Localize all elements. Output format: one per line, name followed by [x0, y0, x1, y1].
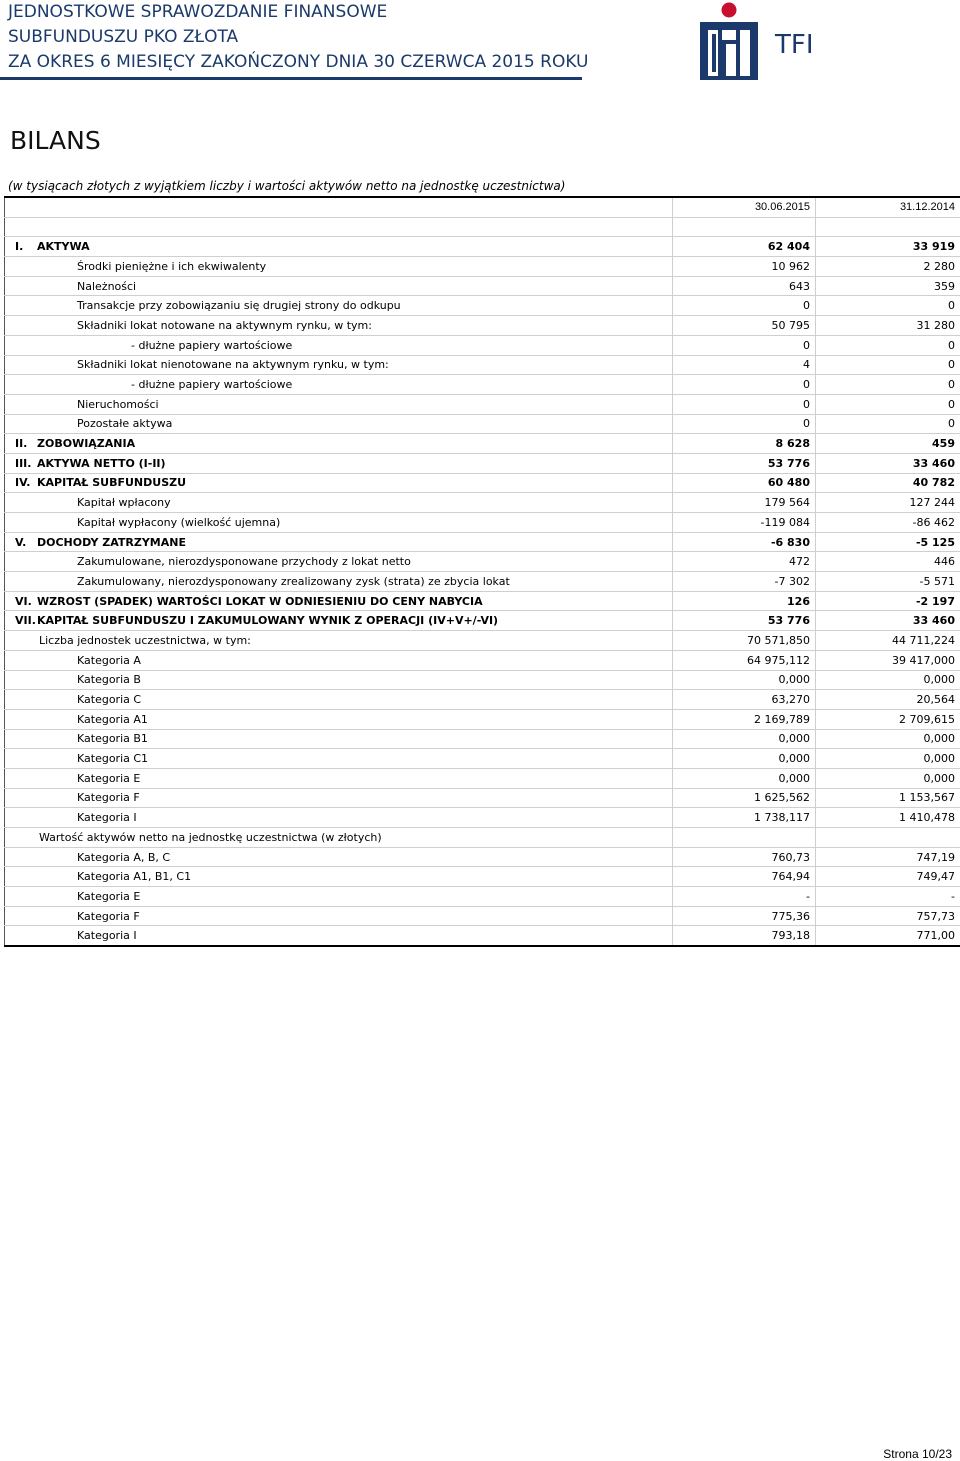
table-row	[5, 591, 960, 611]
row-label-text: Zakumulowane, nierozdysponowane przychody z lokat netto	[77, 555, 411, 568]
row-label-text: Kategoria I	[77, 929, 137, 942]
table-row	[5, 532, 960, 552]
value-2015: 764,94	[673, 867, 816, 887]
row-label-text: Transakcje przy zobowiązaniu się drugiej strony do odkupu	[77, 299, 401, 312]
row-label-text: - dłużne papiery wartościowe	[131, 339, 292, 352]
table-row	[5, 552, 960, 572]
value-2015: 0,000	[673, 729, 816, 749]
value-2014: 0	[816, 375, 960, 395]
value-2015: 62 404	[673, 237, 816, 257]
value-2015: -6 830	[673, 532, 816, 552]
value-2015: 179 564	[673, 493, 816, 513]
value-2014: 749,47	[816, 867, 960, 887]
table-row	[5, 257, 960, 277]
table-row	[5, 906, 960, 926]
value-2015: 0	[673, 375, 816, 395]
value-2014: 127 244	[816, 493, 960, 513]
value-2015: 0,000	[673, 670, 816, 690]
table-row	[5, 650, 960, 670]
logo-text: TFI	[775, 30, 814, 60]
row-label	[5, 552, 673, 572]
value-2014: 0	[816, 335, 960, 355]
row-label	[5, 631, 673, 651]
value-2015: 472	[673, 552, 816, 572]
row-label	[5, 808, 673, 828]
row-label	[5, 276, 673, 296]
row-label-text: Kategoria A1	[77, 713, 148, 726]
value-2014: 0	[816, 355, 960, 375]
row-label	[5, 257, 673, 277]
row-label-text: Kategoria B	[77, 673, 141, 686]
row-label	[5, 887, 673, 907]
column-header-2014: 31.12.2014	[816, 197, 960, 217]
value-2015: 53 776	[673, 611, 816, 631]
row-label	[5, 237, 673, 257]
row-label-text: Kategoria E	[77, 890, 140, 903]
table-row	[5, 473, 960, 493]
table-row	[5, 355, 960, 375]
value-2015: 8 628	[673, 434, 816, 454]
value-2015: -7 302	[673, 572, 816, 592]
page-title: BILANS	[10, 126, 101, 155]
value-2014: -2 197	[816, 591, 960, 611]
spacer-cell	[816, 217, 960, 237]
value-2015: 10 962	[673, 257, 816, 277]
table-row	[5, 749, 960, 769]
row-number: III.	[15, 457, 37, 470]
header-line-2: SUBFUNDUSZU PKO ZŁOTA	[8, 25, 588, 50]
value-2015: 70 571,850	[673, 631, 816, 651]
table-row	[5, 867, 960, 887]
row-label	[5, 394, 673, 414]
row-label	[5, 611, 673, 631]
table-row	[5, 670, 960, 690]
table-row	[5, 316, 960, 336]
row-label-text: Nieruchomości	[77, 398, 159, 411]
value-2015	[673, 828, 816, 848]
row-label	[5, 867, 673, 887]
table-row	[5, 729, 960, 749]
value-2014: 33 460	[816, 453, 960, 473]
value-2015: 63,270	[673, 690, 816, 710]
value-2014: 757,73	[816, 906, 960, 926]
table-row	[5, 611, 960, 631]
header-divider	[0, 77, 582, 80]
value-2014: 0	[816, 394, 960, 414]
value-2014: -5 125	[816, 532, 960, 552]
row-label-text: Środki pieniężne i ich ekwiwalenty	[77, 260, 266, 273]
table-header-row	[5, 197, 960, 217]
row-label-text: Kapitał wpłacony	[77, 496, 171, 509]
value-2015: 2 169,789	[673, 709, 816, 729]
row-label-text: ZOBOWIĄZANIA	[37, 437, 135, 450]
spacer-row	[5, 217, 960, 237]
value-2014: 747,19	[816, 847, 960, 867]
table-row	[5, 453, 960, 473]
row-label-text: Należności	[77, 280, 136, 293]
row-label-text: - dłużne papiery wartościowe	[131, 378, 292, 391]
value-2015: 53 776	[673, 453, 816, 473]
value-2015: 0	[673, 414, 816, 434]
value-2014: -86 462	[816, 513, 960, 533]
row-label	[5, 749, 673, 769]
report-header	[8, 0, 588, 75]
value-2015: 50 795	[673, 316, 816, 336]
value-2015: 60 480	[673, 473, 816, 493]
row-label-text: AKTYWA	[37, 240, 90, 253]
value-2014: 0,000	[816, 729, 960, 749]
value-2015: 793,18	[673, 926, 816, 946]
row-label-text: KAPITAŁ SUBFUNDUSZU I ZAKUMULOWANY WYNIK Z OPERACJI (IV+V+/-VI)	[37, 614, 498, 627]
table-row	[5, 394, 960, 414]
value-2015: 775,36	[673, 906, 816, 926]
row-label	[5, 473, 673, 493]
row-label-text: Kategoria F	[77, 791, 140, 804]
value-2014: 44 711,224	[816, 631, 960, 651]
row-label-text: Kategoria B1	[77, 732, 148, 745]
table-row	[5, 493, 960, 513]
value-2014: 1 410,478	[816, 808, 960, 828]
table-row	[5, 276, 960, 296]
row-label	[5, 414, 673, 434]
row-label-text: Kategoria A, B, C	[77, 851, 170, 864]
value-2015: 4	[673, 355, 816, 375]
row-label-text: Wartość aktywów netto na jednostkę uczestnictwa (w złotych)	[39, 831, 382, 844]
value-2015: 0,000	[673, 749, 816, 769]
row-label	[5, 768, 673, 788]
value-2014: 0	[816, 414, 960, 434]
value-2015: 64 975,112	[673, 650, 816, 670]
value-2014: 40 782	[816, 473, 960, 493]
row-label-text: Liczba jednostek uczestnictwa, w tym:	[39, 634, 251, 647]
value-2014: 39 417,000	[816, 650, 960, 670]
row-label	[5, 709, 673, 729]
row-label	[5, 828, 673, 848]
value-2014: 33 919	[816, 237, 960, 257]
row-label-text: Zakumulowany, nierozdysponowany zrealizowany zysk (strata) ze zbycia lokat	[77, 575, 510, 588]
value-2014: 33 460	[816, 611, 960, 631]
spacer-cell	[5, 217, 673, 237]
value-2014: 2 280	[816, 257, 960, 277]
row-label	[5, 316, 673, 336]
table-row	[5, 709, 960, 729]
table-row	[5, 808, 960, 828]
row-label	[5, 788, 673, 808]
value-2015: -119 084	[673, 513, 816, 533]
value-2014: 2 709,615	[816, 709, 960, 729]
value-2015: 0	[673, 394, 816, 414]
row-number: VII.	[15, 614, 37, 627]
value-2015: 643	[673, 276, 816, 296]
page-subtitle: (w tysiącach złotych z wyjątkiem liczby i wartości aktywów netto na jednostkę uczestnictwa)	[8, 179, 565, 193]
row-label-text: Kategoria A	[77, 654, 141, 667]
table-row	[5, 631, 960, 651]
page-number: Strona 10/23	[883, 1447, 952, 1461]
table-row	[5, 414, 960, 434]
table-row	[5, 690, 960, 710]
row-label-text: Kategoria F	[77, 910, 140, 923]
header-line-3: ZA OKRES 6 MIESIĘCY ZAKOŃCZONY DNIA 30 CZERWCA 2015 ROKU	[8, 50, 588, 75]
value-2015: 0,000	[673, 768, 816, 788]
row-label	[5, 453, 673, 473]
value-2015: 760,73	[673, 847, 816, 867]
row-label-text: Kategoria E	[77, 772, 140, 785]
value-2014: 0,000	[816, 768, 960, 788]
row-label-text: Pozostałe aktywa	[77, 417, 172, 430]
table-row	[5, 375, 960, 395]
table-row	[5, 828, 960, 848]
row-label	[5, 670, 673, 690]
table-row	[5, 768, 960, 788]
row-label	[5, 493, 673, 513]
row-label	[5, 690, 673, 710]
value-2014: 1 153,567	[816, 788, 960, 808]
column-header-2015: 30.06.2015	[673, 197, 816, 217]
row-label	[5, 650, 673, 670]
row-number: IV.	[15, 476, 37, 489]
value-2014: 0,000	[816, 749, 960, 769]
row-label-text: Składniki lokat nienotowane na aktywnym rynku, w tym:	[77, 358, 389, 371]
value-2014: 31 280	[816, 316, 960, 336]
row-label	[5, 926, 673, 946]
row-label-text: Kategoria I	[77, 811, 137, 824]
row-label	[5, 513, 673, 533]
value-2014: 771,00	[816, 926, 960, 946]
table-row	[5, 926, 960, 946]
value-2015: 126	[673, 591, 816, 611]
value-2015: 1 625,562	[673, 788, 816, 808]
row-label-text: KAPITAŁ SUBFUNDUSZU	[37, 476, 186, 489]
value-2014: 20,564	[816, 690, 960, 710]
row-label	[5, 335, 673, 355]
table-row	[5, 296, 960, 316]
balance-sheet-table	[4, 196, 960, 947]
table-row	[5, 434, 960, 454]
row-label	[5, 296, 673, 316]
row-label-text: DOCHODY ZATRZYMANE	[37, 536, 186, 549]
spacer-cell	[673, 217, 816, 237]
table-row	[5, 335, 960, 355]
table-row	[5, 572, 960, 592]
value-2014: 0,000	[816, 670, 960, 690]
table-row	[5, 887, 960, 907]
value-2015: 1 738,117	[673, 808, 816, 828]
value-2015: 0	[673, 335, 816, 355]
value-2015: 0	[673, 296, 816, 316]
table-row	[5, 788, 960, 808]
header-line-1: JEDNOSTKOWE SPRAWOZDANIE FINANSOWE	[8, 0, 588, 25]
row-label-text: Kapitał wypłacony (wielkość ujemna)	[77, 516, 280, 529]
row-label	[5, 532, 673, 552]
row-label	[5, 572, 673, 592]
row-number: VI.	[15, 595, 37, 608]
row-label	[5, 434, 673, 454]
row-label-text: Kategoria C1	[77, 752, 148, 765]
value-2014: 0	[816, 296, 960, 316]
value-2014: -	[816, 887, 960, 907]
row-label	[5, 847, 673, 867]
row-label	[5, 729, 673, 749]
table-row	[5, 513, 960, 533]
row-number: II.	[15, 437, 37, 450]
pko-logo-icon	[698, 0, 760, 80]
row-label-text: Kategoria C	[77, 693, 141, 706]
value-2014: 446	[816, 552, 960, 572]
row-number: I.	[15, 240, 37, 253]
row-label	[5, 375, 673, 395]
value-2015: -	[673, 887, 816, 907]
row-label	[5, 355, 673, 375]
value-2014: -5 571	[816, 572, 960, 592]
row-label-text: WZROST (SPADEK) WARTOŚCI LOKAT W ODNIESIENIU DO CENY NABYCIA	[37, 595, 483, 608]
value-2014: 459	[816, 434, 960, 454]
row-number: V.	[15, 536, 37, 549]
row-label-text: Składniki lokat notowane na aktywnym rynku, w tym:	[77, 319, 372, 332]
row-label-text: Kategoria A1, B1, C1	[77, 870, 191, 883]
header-empty-cell	[5, 197, 673, 217]
value-2014	[816, 828, 960, 848]
table-row	[5, 237, 960, 257]
table-row	[5, 847, 960, 867]
row-label	[5, 906, 673, 926]
row-label	[5, 591, 673, 611]
value-2014: 359	[816, 276, 960, 296]
row-label-text: AKTYWA NETTO (I-II)	[37, 457, 166, 470]
